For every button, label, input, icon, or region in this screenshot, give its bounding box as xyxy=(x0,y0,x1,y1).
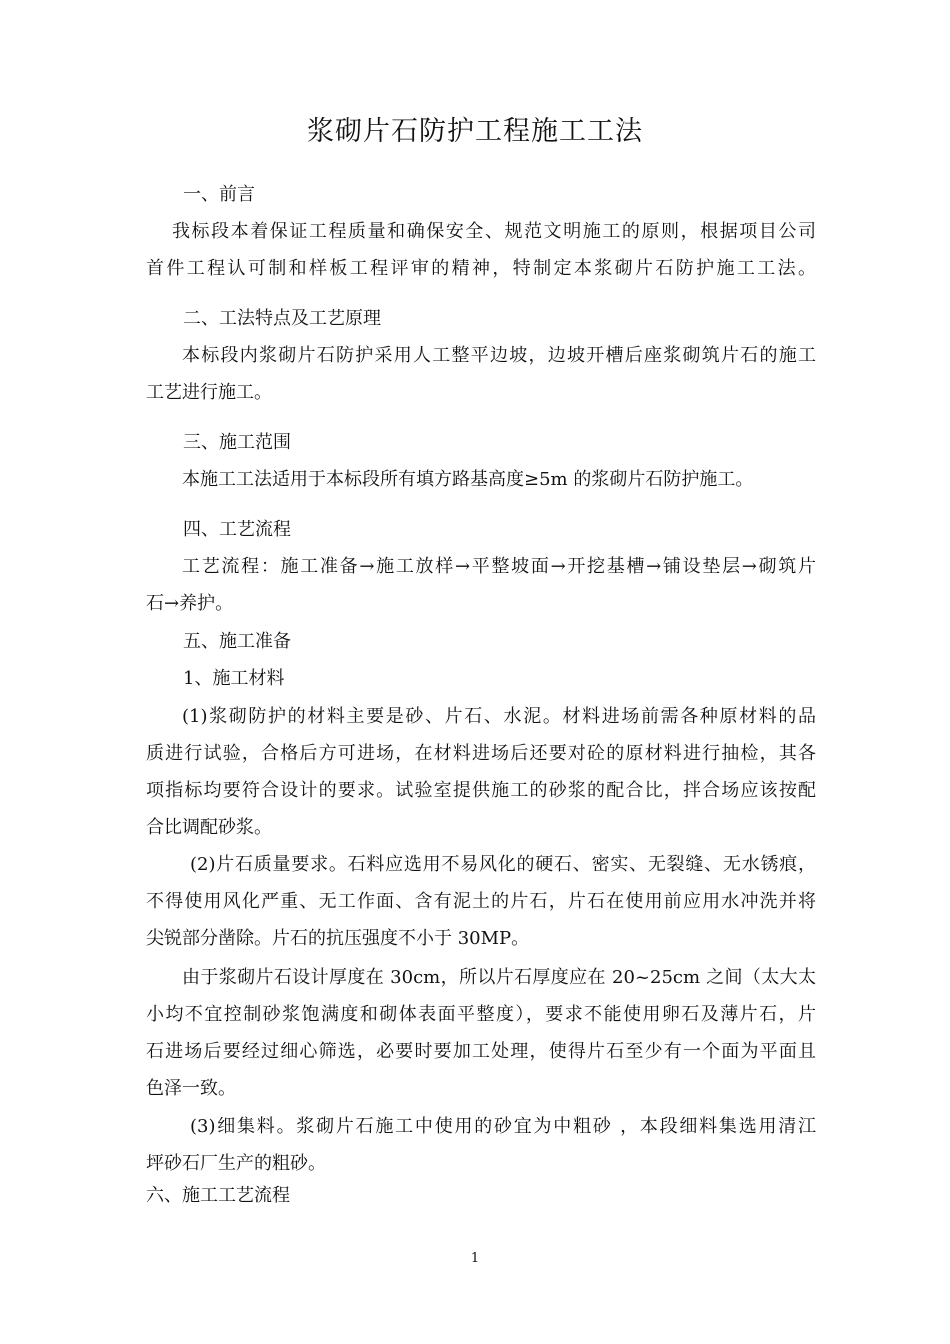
paragraph-line: 质进行试验，合格后方可进场，在材料进场后还要对砼的原材料进行抽检，其各 xyxy=(146,743,816,764)
paragraph-line: (1)浆砌防护的材料主要是砂、片石、水泥。材料进场前需各种原材料的品 xyxy=(182,706,816,727)
paragraph-line: 小均不宜控制砂浆饱满度和砌体表面平整度），要求不能使用卵石及薄片石，片 xyxy=(146,1004,816,1025)
paragraph-line: 色泽一致。 xyxy=(146,1078,236,1099)
document-title: 浆砌片石防护工程施工工法 xyxy=(307,116,643,147)
paragraph-line: 我标段本着保证工程质量和确保安全、规范文明施工的原则，根据项目公司 xyxy=(172,221,816,242)
paragraph-line: 石→养护。 xyxy=(146,593,234,614)
paragraph-line: 项指标均要符合设计的要求。试验室提供施工的砂浆的配合比，拌合场应该按配 xyxy=(146,780,816,801)
paragraph-line: (2)片石质量要求。石料应选用不易风化的硬石、密实、无裂缝、无水锈痕， xyxy=(190,854,816,875)
paragraph-line: 本标段内浆砌片石防护采用人工整平边坡，边坡开槽后座浆砌筑片石的施工 xyxy=(182,345,816,366)
heading-features: 二、工法特点及工艺原理 xyxy=(183,308,381,329)
paragraph-line: 合比调配砂浆。 xyxy=(146,817,272,838)
paragraph-line: 工艺流程：施工准备→施工放样→平整坡面→开挖基槽→铺设垫层→砌筑片 xyxy=(182,556,816,577)
paragraph-line: 尖锐部分凿除。片石的抗压强度不小于 30MP。 xyxy=(146,928,530,949)
paragraph-line: 石进场后要经过细心筛选，必要时要加工处理，使得片石至少有一个面为平面且 xyxy=(146,1041,816,1062)
heading-preparation: 五、施工准备 xyxy=(183,631,291,652)
paragraph-line: 由于浆砌片石设计厚度在 30cm，所以片石厚度应在 20~25cm 之间（太大太 xyxy=(182,967,816,988)
subheading-materials: 1、施工材料 xyxy=(183,668,285,689)
paragraph-line: (3)细集料。浆砌片石施工中使用的砂宜为中粗砂 ，本段细料集选用清江 xyxy=(190,1116,816,1137)
page-number: 1 xyxy=(470,1251,480,1266)
paragraph-line: 工艺进行施工。 xyxy=(146,382,272,403)
heading-scope: 三、施工范围 xyxy=(183,432,291,453)
heading-foreword: 一、前言 xyxy=(183,184,255,205)
paragraph-line: 不得使用风化严重、无工作面、含有泥土的片石，片石在使用前应用水冲洗并将 xyxy=(146,891,816,912)
heading-construction-process: 六、施工工艺流程 xyxy=(146,1185,290,1206)
paragraph-line: 坪砂石厂生产的粗砂。 xyxy=(146,1153,326,1174)
heading-process: 四、工艺流程 xyxy=(183,519,291,540)
paragraph-line: 本施工工法适用于本标段所有填方路基高度≥5m 的浆砌片石防护施工。 xyxy=(182,469,754,490)
paragraph-line: 首件工程认可制和样板工程评审的精神，特制定本浆砌片石防护施工工法。 xyxy=(146,258,816,279)
